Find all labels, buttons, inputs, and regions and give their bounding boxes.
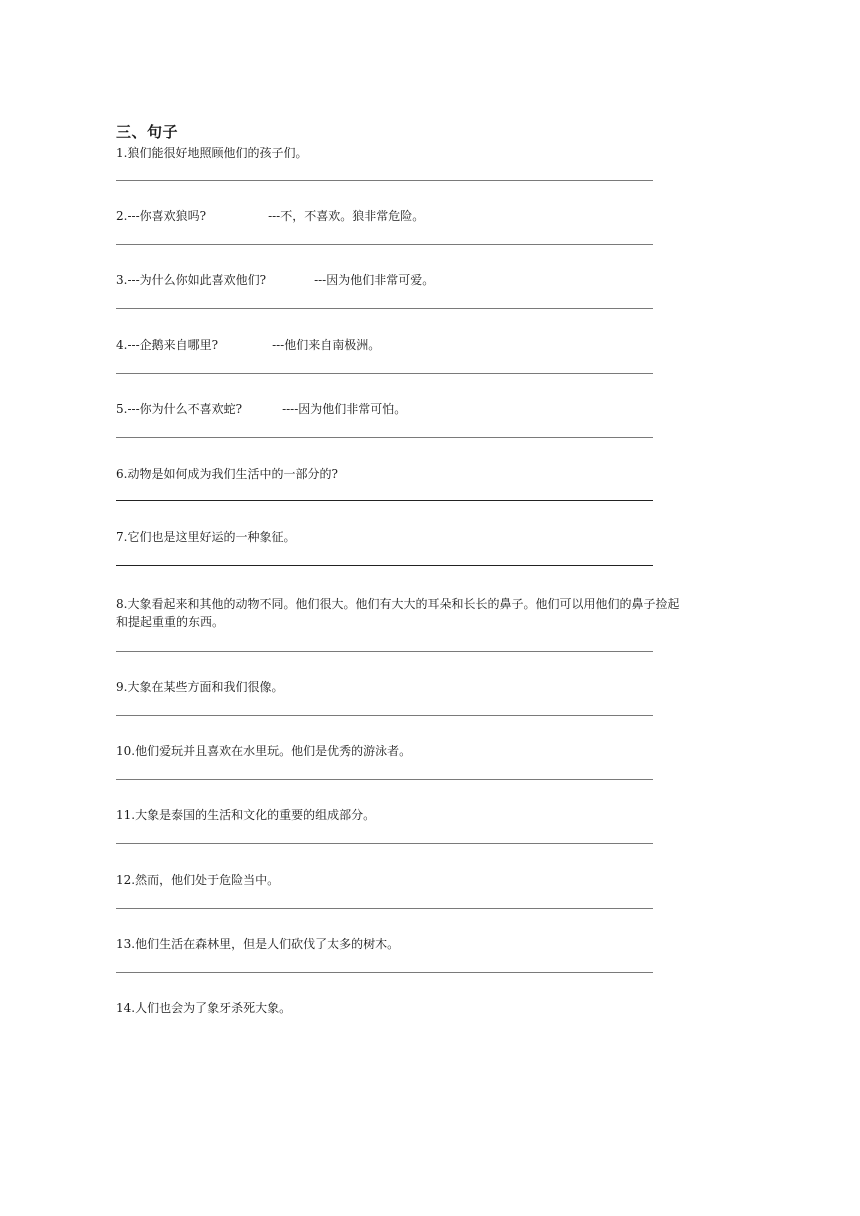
item-text: 然而，他们处于危险当中。 — [135, 873, 280, 887]
sentence-item-9 — [116, 678, 676, 696]
item-text: 动物是如何成为我们生活中的一部分的? — [127, 467, 338, 481]
sentence-item-10 — [116, 742, 676, 760]
sentence-item-6 — [116, 465, 676, 483]
dialog-question: ---你为什么不喜欢蛇? — [127, 402, 243, 416]
item-number: 3. — [116, 273, 128, 287]
item-text: 人们也会为了象牙杀死大象。 — [135, 1001, 292, 1015]
item-number: 6. — [116, 467, 128, 481]
answer-line-3[interactable] — [116, 308, 653, 309]
item-number: 4. — [116, 338, 128, 352]
dialog-question: ---企鹅来自哪里? — [127, 338, 219, 352]
item-number: 14. — [116, 1001, 136, 1015]
sentence-item-14 — [116, 999, 676, 1017]
sentence-item-12 — [116, 871, 676, 889]
sentence-item-13 — [116, 935, 676, 953]
item-number: 5. — [116, 402, 128, 416]
item-text: 大象是泰国的生活和文化的重要的组成部分。 — [135, 808, 376, 822]
item-text: 它们也是这里好运的一种象征。 — [127, 530, 296, 544]
item-number: 10. — [116, 744, 136, 758]
dialog-question: ---你喜欢狼吗? — [127, 209, 207, 223]
answer-line-1[interactable] — [116, 180, 653, 181]
answer-line-8[interactable] — [116, 651, 653, 652]
item-number: 2. — [116, 209, 128, 223]
item-number: 8. — [116, 597, 128, 611]
sentence-item-1 — [116, 144, 676, 162]
answer-line-11[interactable] — [116, 843, 653, 844]
dialog-answer: ----因为他们非常可怕。 — [282, 402, 407, 416]
sentence-item-8 — [116, 595, 682, 631]
answer-line-10[interactable] — [116, 779, 653, 780]
item-number: 9. — [116, 680, 128, 694]
dialog-answer: ---因为他们非常可爱。 — [314, 273, 435, 287]
answer-line-7[interactable] — [116, 565, 653, 566]
section-title: 三、句子 — [116, 123, 179, 141]
answer-line-13[interactable] — [116, 972, 653, 973]
dialog-answer: ---他们来自南极洲。 — [272, 338, 381, 352]
sentence-item-3 — [116, 271, 676, 289]
item-number: 13. — [116, 937, 136, 951]
item-number: 11. — [116, 808, 136, 822]
sentence-item-5 — [116, 400, 676, 418]
sentence-item-11 — [116, 806, 676, 824]
item-text: 他们生活在森林里，但是人们砍伐了太多的树木。 — [135, 937, 400, 951]
item-text: 狼们能很好地照顾他们的孩子们。 — [127, 146, 308, 160]
answer-line-2[interactable] — [116, 244, 653, 245]
dialog-answer: ---不，不喜欢。狼非常危险。 — [268, 209, 425, 223]
sentence-item-7 — [116, 528, 676, 546]
item-number: 1. — [116, 146, 128, 160]
item-text: 大象看起来和其他的动物不同。他们很大。他们有大大的耳朵和长长的鼻子。他们可以用他们的鼻子捡起和提起重重的东西。 — [116, 597, 680, 629]
answer-line-6[interactable] — [116, 500, 653, 501]
item-number: 7. — [116, 530, 128, 544]
answer-line-12[interactable] — [116, 908, 653, 909]
item-text: 大象在某些方面和我们很像。 — [127, 680, 284, 694]
item-text: 他们爱玩并且喜欢在水里玩。他们是优秀的游泳者。 — [135, 744, 412, 758]
dialog-question: ---为什么你如此喜欢他们? — [127, 273, 267, 287]
sentence-item-4 — [116, 336, 676, 354]
answer-line-5[interactable] — [116, 437, 653, 438]
answer-line-9[interactable] — [116, 715, 653, 716]
sentence-item-2 — [116, 207, 676, 225]
item-number: 12. — [116, 873, 136, 887]
answer-line-4[interactable] — [116, 373, 653, 374]
